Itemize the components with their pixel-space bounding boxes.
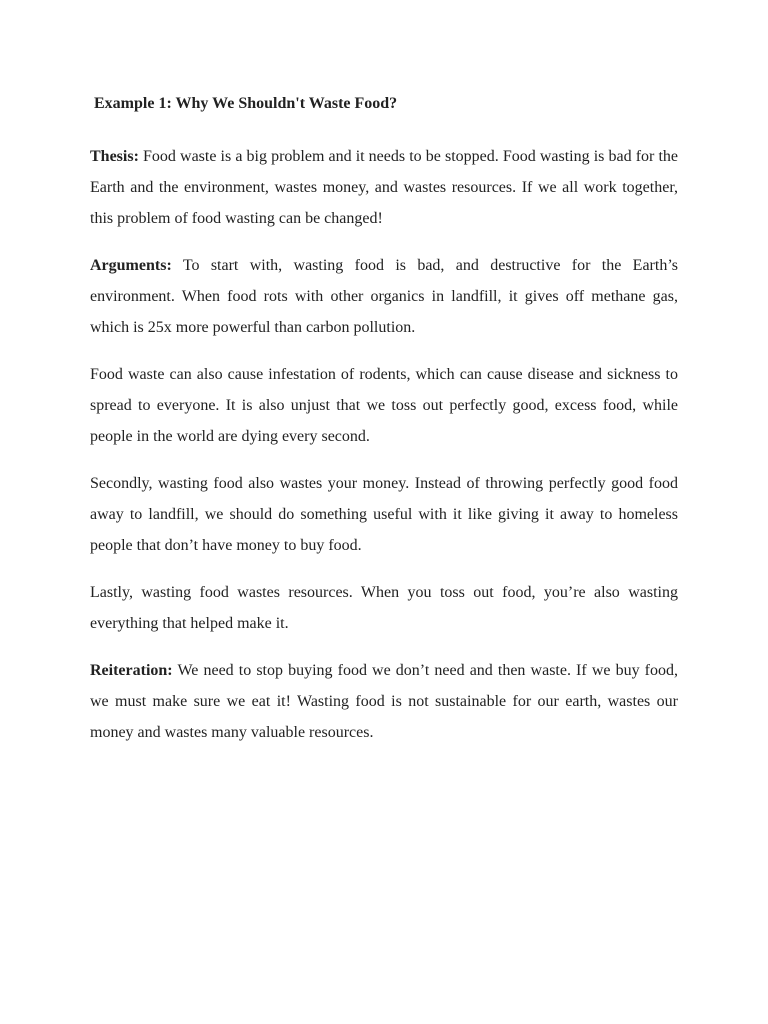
paragraph-reiteration [90, 655, 678, 748]
document-body [90, 141, 678, 764]
paragraph-label: Thesis: [90, 148, 139, 165]
paragraph-arguments [90, 250, 678, 343]
document-title: Example 1: Why We Shouldn't Waste Food? [94, 95, 398, 112]
paragraph-thesis [90, 141, 678, 234]
paragraph-text: Food waste can also cause infestation of rodents, which can cause disease and sickness to spread to everyone. It is also unjust that we toss out perfectly good, excess food, while people in the world are dying every second. [90, 366, 678, 445]
paragraph-text: Lastly, wasting food wastes resources. When you toss out food, you’re also wasting everything that helped make it. [90, 584, 678, 632]
paragraph-text: Secondly, wasting food also wastes your money. Instead of throwing perfectly good food away to landfill, we should do something useful with it like giving it away to homeless people that don’t have money to buy food. [90, 475, 678, 554]
paragraph-label: Reiteration: [90, 662, 173, 679]
paragraph-text: We need to stop buying food we don’t need and then waste. If we buy food, we must make sure we eat it! Wasting food is not sustainable for our earth, wastes our money and wastes many valuable resources. [90, 662, 678, 741]
paragraph-text: To start with, wasting food is bad, and destructive for the Earth’s environment. When food rots with other organics in landfill, it gives off methane gas, which is 25x more powerful than carbon pollution. [90, 257, 678, 336]
paragraph-label: Arguments: [90, 257, 172, 274]
paragraph-text: Food waste is a big problem and it needs to be stopped. Food wasting is bad for the Earth and the environment, wastes money, and wastes resources. If we all work together, this problem of food wasting can be changed! [90, 148, 678, 227]
paragraph-rodents [90, 359, 678, 452]
paragraph-resources [90, 577, 678, 639]
paragraph-money [90, 468, 678, 561]
